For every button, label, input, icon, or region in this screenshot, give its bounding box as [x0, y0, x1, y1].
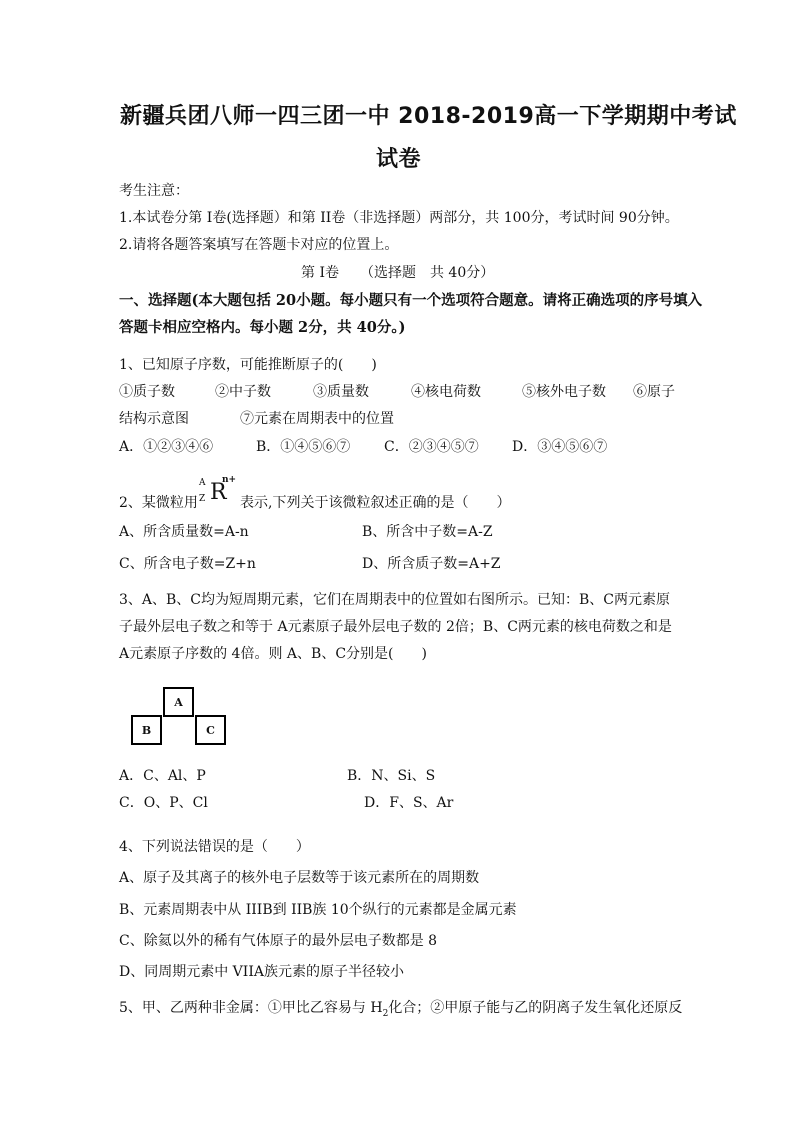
cell-c: C — [195, 715, 226, 745]
q4-choice-c: C、除氦以外的稀有气体原子的最外层电子数都是 8 — [119, 933, 438, 949]
q1-stem: 1、已知原子序数，可能推断原子的( ) — [119, 357, 377, 373]
q3-line-3: A元素原子序数的 4倍。则 A、B、C分别是( ) — [119, 646, 427, 662]
q4-choice-a: A、原子及其离子的核外电子层数等于该元素所在的周期数 — [119, 870, 480, 886]
element-symbol: R — [210, 480, 227, 505]
section1-line-2: 答题卡相应空格内。每小题 2分，共 40分。) — [119, 319, 406, 336]
q1-opt-4: ④核电荷数 — [411, 384, 481, 400]
q1-choice-b: B．①④⑤⑥⑦ — [256, 439, 351, 455]
section1-line-1: 一、选择题(本大题包括 20小题。每小题只有一个选项符合题意。请将正确选项的序号填入 — [119, 292, 703, 309]
q1-opt-6-cont: 结构示意图 — [119, 411, 189, 427]
q5-stem-pre: 5、甲、乙两种非金属：①甲比乙容易与 H — [119, 1000, 383, 1016]
ion-charge: n+ — [222, 475, 237, 485]
atomic-number: Z — [199, 494, 206, 504]
q3-line-1: 3、A、B、C均为短周期元素，它们在周期表中的位置如右图所示。已知：B、C两元素原 — [119, 592, 671, 608]
q1-choice-c: C．②③④⑤⑦ — [384, 439, 479, 455]
q3-choice-a: A．C、Al、P — [119, 768, 206, 784]
q3-choice-d: D．F、S、Ar — [364, 795, 454, 811]
q3-choice-c: C．O、P、Cl — [119, 795, 208, 811]
notice-heading: 考生注意： — [119, 183, 189, 199]
q1-choice-d: D．③④⑤⑥⑦ — [512, 439, 608, 455]
title-line-1: 新疆兵团八师一四三团一中 2018-2019高一下学期期中考试 — [120, 104, 737, 129]
q1-opt-6: ⑥原子 — [633, 384, 675, 400]
q1-opt-2: ②中子数 — [215, 384, 271, 400]
q2-choice-b: B、所含中子数=A-Z — [362, 524, 493, 540]
notice-item-2: 2.请将各题答案填写在答题卡对应的位置上。 — [119, 237, 399, 253]
q4-choice-d: D、同周期元素中 VIIA族元素的原子半径较小 — [119, 964, 404, 980]
q5-stem-post: 化合；②甲原子能与乙的阴离子发生氧化还原反 — [388, 1000, 683, 1016]
q2-stem-pre: 2、某微粒用 — [119, 495, 198, 511]
q4-stem: 4、下列说法错误的是（ ） — [119, 839, 310, 855]
q3-line-2: 子最外层电子数之和等于 A元素原子最外层电子数的 2倍；B、C两元素的核电荷数之和是 — [119, 619, 672, 635]
q2-choice-a: A、所含质量数=A-n — [119, 524, 249, 540]
mass-number: A — [199, 478, 206, 488]
q2-stem-post: 表示,下列关于该微粒叙述正确的是（ ） — [240, 495, 511, 511]
title-line-2: 试卷 — [376, 147, 422, 172]
q1-opt-1: ①质子数 — [119, 384, 175, 400]
part1-header: 第 I卷 （选择题 共 40分） — [301, 265, 495, 281]
cell-b: B — [131, 715, 162, 745]
q2-choice-d: D、所含质子数=A+Z — [362, 556, 501, 572]
q1-opt-5: ⑤核外电子数 — [522, 384, 606, 400]
q4-choice-b: B、元素周期表中从 IIIB到 IIB族 10个纵行的元素都是金属元素 — [119, 902, 517, 918]
q1-opt-3: ③质量数 — [313, 384, 369, 400]
q2-choice-c: C、所含电子数=Z+n — [119, 556, 256, 572]
q5-stem — [119, 997, 682, 1019]
cell-a: A — [163, 687, 194, 717]
q1-choice-a: A．①②③④⑥ — [119, 439, 214, 455]
q3-choice-b: B．N、Si、S — [347, 768, 436, 784]
q1-opt-7: ⑦元素在周期表中的位置 — [240, 411, 394, 427]
q5-subscript: 2 — [382, 1008, 389, 1019]
notice-item-1: 1.本试卷分第 I卷(选择题）和第 II卷（非选择题）两部分，共 100分，考试时间 90分钟。 — [119, 210, 679, 226]
nuclide-symbol — [199, 475, 239, 508]
